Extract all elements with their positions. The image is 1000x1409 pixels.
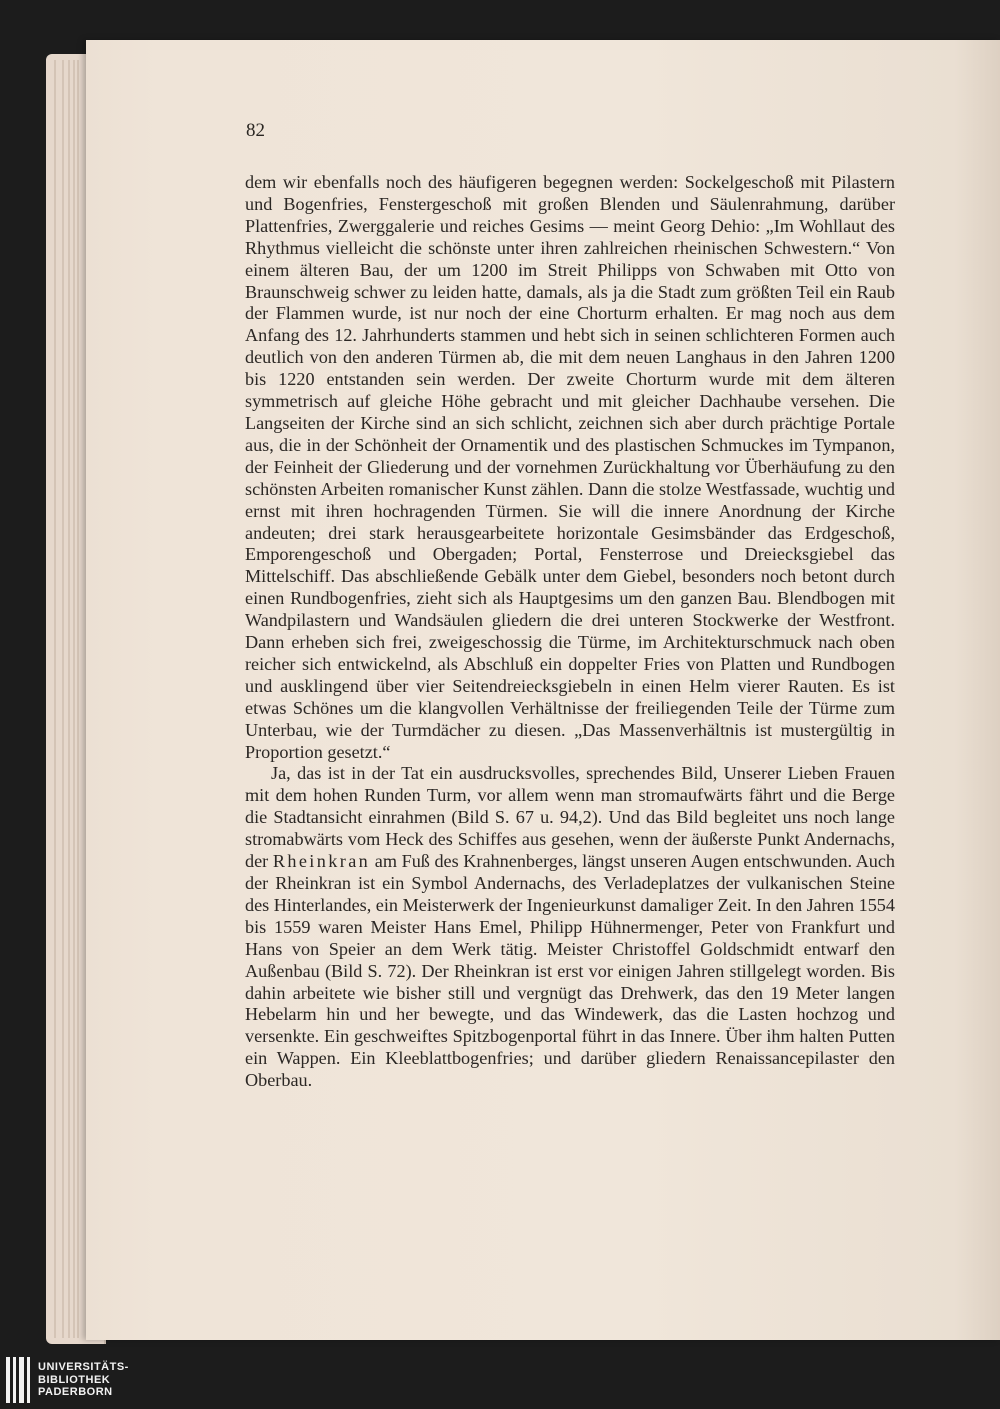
page-number: 82 [246, 120, 265, 141]
body-text [245, 172, 895, 1092]
text-run: am Fuß des Krahnenberges, längst unseren Augen entschwunden. Auch der Rheinkran ist ein Symbol Andernachs, des Verladeplatzes der vulkanischen Steine des Hinterlandes, ein Meisterwerk der Ingenieurkunst damaliger Zeit. In den Jahren 1554 bis 1559 waren Meister Hans Emel, Philipp Hühnermenger, Peter von Frankfurt und Hans von Speier an dem Werk tätig. Meister Christoffel Goldschmidt entwarf den Außenbau (Bild S. 72). Der Rheinkran ist erst vor einigen Jahren stillgelegt worden. Bis dahin arbeitete wie bisher still und vergnügt das Drehwerk, das den 19 Meter langen Hebelarm hin und her bewegte, und das Windewerk, das die Lasten hochzog und versenkte. Ein geschweiftes Spitzbogenportal führt in das Innere. Über ihm halten Putten ein Wappen. Ein Kleeblattbogenfries; und darüber gliedern Renaissancepilaster den Oberbau. [245, 851, 895, 1091]
text-run: Ja, das ist in der Tat ein ausdrucksvolles, sprechendes Bild, Unserer Lieben Frauen mit dem hohen Runden Turm, vor allem wenn man stromaufwärts fährt und die Berge die Stadtansicht einrahmen (Bild S. 67 u. 94,2). Und das Bild begleitet uns noch lange stromabwärts vom Heck des Schiffes aus gesehen, wenn der äußerste Punkt Andernachs, der [245, 763, 895, 872]
paragraph [245, 763, 895, 1092]
text-run: dem wir ebenfalls noch des häufigeren begegnen werden: Sockelgeschoß mit Pilastern und Bogenfries, Fenstergeschoß mit großen Blenden und Säulenrahmung, darüber Plattenfries, Zwerggalerie und reiches Gesims — meint Georg Dehio: „Im Wohllaut des Rhythmus vielleicht die schönste unter ihren zahlreichen rheinischen Schwestern.“ Von einem älteren Bau, der um 1200 im Streit Philipps von Schwaben mit Otto von Braunschweig schwer zu leiden hatte, damals, als ja die Stadt zum größten Teil ein Raub der Flammen wurde, ist nur noch der eine Chorturm erhalten. Er mag noch aus dem Anfang des 12. Jahrhunderts stammen und hebt sich in seinen schlichteren Formen auch deutlich von den anderen Türmen ab, die mit dem neuen Langhaus in den Jahren 1200 bis 1220 entstanden sein werden. Der zweite Chorturm wurde mit dem älteren symmetrisch auf gleiche Höhe gebracht und mit gleicher Dachhaube versehen. Die Langseiten der Kirche sind an sich schlicht, zeichnen sich aber durch prächtige Portale aus, die in der Schönheit der Ornamentik und des plastischen Schmuckes im Tympanon, der Feinheit der Gliederung und der vornehmen Zurückhaltung vor Überhäufung zu den schönsten Arbeiten romanischer Kunst zählen. Dann die stolze Westfassade, wuchtig und ernst mit ihren hochragenden Türmen. Sie will die innere Anordnung der Kirche andeuten; drei stark herausgearbeitete horizontale Gesimsbänder das Erdgeschoß, Emporengeschoß und Obergaden; Portal, Fensterrose und Dreiecksgiebel das Mittelschiff. Das abschließende Gebälk unter dem Giebel, besonders noch betont durch einen Rundbogenfries, zieht sich als Hauptgesims um den ganzen Bau. Blendbogen mit Wandpilastern und Wandsäulen gliedern die drei unteren Stockwerke der Westfront. Dann erheben sich frei, zweigeschossig die Türme, im Architekturschmuck nach oben reicher sich entwickelnd, als Abschluß ein doppelter Fries von Platten und Rundbogen und ausklingend über vier Seitendreiecksgiebeln in einen Helm vierer Rauten. Es ist etwas Schönes um die klangvollen Verhältnisse der freiliegenden Teile der Türme zum Unterbau, wie der Turmdächer zu diesen. „Das Massenverhältnis ist mustergültig in Proportion gesetzt.“ [245, 172, 895, 762]
library-name-line-3: PADERBORN [38, 1386, 113, 1399]
library-logo [6, 1357, 129, 1403]
library-logo-text [38, 1361, 129, 1399]
library-logo-icon [6, 1357, 30, 1403]
library-name-line-2: BIBLIOTHEK [38, 1373, 111, 1386]
paragraph [245, 172, 895, 763]
library-name-line-1: UNIVERSITÄTS- [38, 1361, 129, 1374]
emphasized-term: Rheinkran [272, 851, 371, 872]
